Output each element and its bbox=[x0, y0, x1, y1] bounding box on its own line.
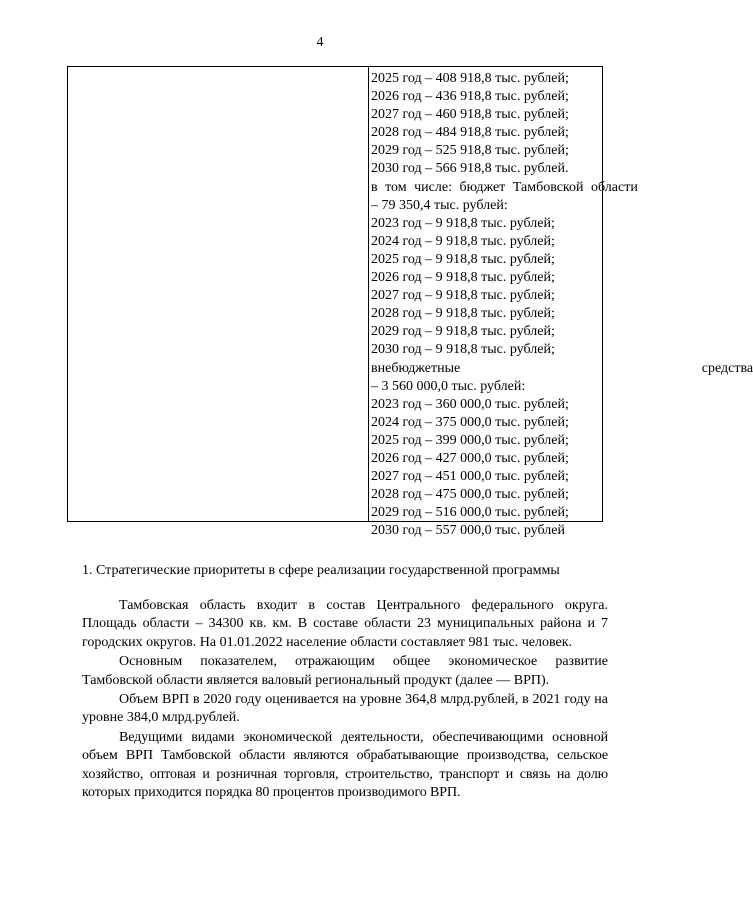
financing-line: – 3 560 000,0 тыс. рублей: bbox=[371, 378, 526, 394]
financing-line: 2026 год – 436 918,8 тыс. рублей; bbox=[371, 89, 569, 105]
financing-line: – 79 350,4 тыс. рублей: bbox=[371, 197, 508, 213]
financing-line: 2023 год – 360 000,0 тыс. рублей; bbox=[371, 396, 569, 412]
financing-line: внебюджетные средства bbox=[371, 360, 753, 376]
financing-line: 2030 год – 557 000,0 тыс. рублей bbox=[371, 523, 565, 539]
financing-line: 2027 год – 451 000,0 тыс. рублей; bbox=[371, 469, 569, 485]
financing-line: в том числе: бюджет Тамбовской области bbox=[371, 179, 638, 195]
financing-line: 2026 год – 9 918,8 тыс. рублей; bbox=[371, 270, 555, 286]
financing-line: 2026 год – 427 000,0 тыс. рублей; bbox=[371, 450, 569, 466]
financing-line: 2029 год – 516 000,0 тыс. рублей; bbox=[371, 505, 569, 521]
financing-line: 2030 год – 566 918,8 тыс. рублей. bbox=[371, 161, 569, 177]
financing-line: 2024 год – 9 918,8 тыс. рублей; bbox=[371, 233, 555, 249]
financing-line: 2028 год – 9 918,8 тыс. рублей; bbox=[371, 306, 555, 322]
financing-line: 2023 год – 9 918,8 тыс. рублей; bbox=[371, 215, 555, 231]
paragraph: Основным показателем, отражающим общее экономическое развитие Тамбовской области является валовый региональный продукт (далее — ВРП). bbox=[82, 654, 608, 688]
paragraph: Тамбовская область входит в состав Центрального федерального округа. Площадь области – 34300 кв. км. В составе области 23 муниципальных района и 7 городских округов. На 01.01.2022 население области составляет 981 тыс. человек. bbox=[82, 598, 608, 650]
financing-line: 2025 год – 408 918,8 тыс. рублей; bbox=[371, 71, 569, 86]
financing-line: 2028 год – 484 918,8 тыс. рублей; bbox=[371, 125, 569, 141]
financing-line: 2027 год – 460 918,8 тыс. рублей; bbox=[371, 107, 569, 123]
section-body bbox=[82, 597, 608, 802]
financing-line: 2027 год – 9 918,8 тыс. рублей; bbox=[371, 288, 555, 304]
paragraph: Ведущими видами экономической деятельности, обеспечивающими основной объем ВРП Тамбовской области являются обрабатывающие производства, сельское хозяйство, оптовая и розничная торговля, строительство, транспорт и связь на долю которых приходится порядка 80 процентов производимого ВРП. bbox=[82, 729, 608, 801]
financing-line: 2029 год – 9 918,8 тыс. рублей; bbox=[371, 324, 555, 340]
financing-line: 2024 год – 375 000,0 тыс. рублей; bbox=[371, 414, 569, 430]
financing-line: 2028 год – 475 000,0 тыс. рублей; bbox=[371, 487, 569, 503]
financing-table bbox=[67, 66, 753, 539]
financing-line: 2030 год – 9 918,8 тыс. рублей; bbox=[371, 342, 555, 358]
financing-line: 2029 год – 525 918,8 тыс. рублей; bbox=[371, 143, 569, 159]
section-heading: 1. Стратегические приоритеты в сфере реализации государственной программы bbox=[82, 563, 560, 578]
financing-line: 2025 год – 399 000,0 тыс. рублей; bbox=[371, 432, 569, 448]
table-column-divider bbox=[368, 67, 369, 521]
paragraph: Объем ВРП в 2020 году оценивается на уровне 364,8 млрд.рублей, в 2021 году на уровне 384,0 млрд.рублей. bbox=[82, 692, 608, 726]
financing-cell bbox=[371, 70, 753, 540]
financing-line: 2025 год – 9 918,8 тыс. рублей; bbox=[371, 251, 555, 267]
page-number: 4 bbox=[316, 35, 324, 50]
